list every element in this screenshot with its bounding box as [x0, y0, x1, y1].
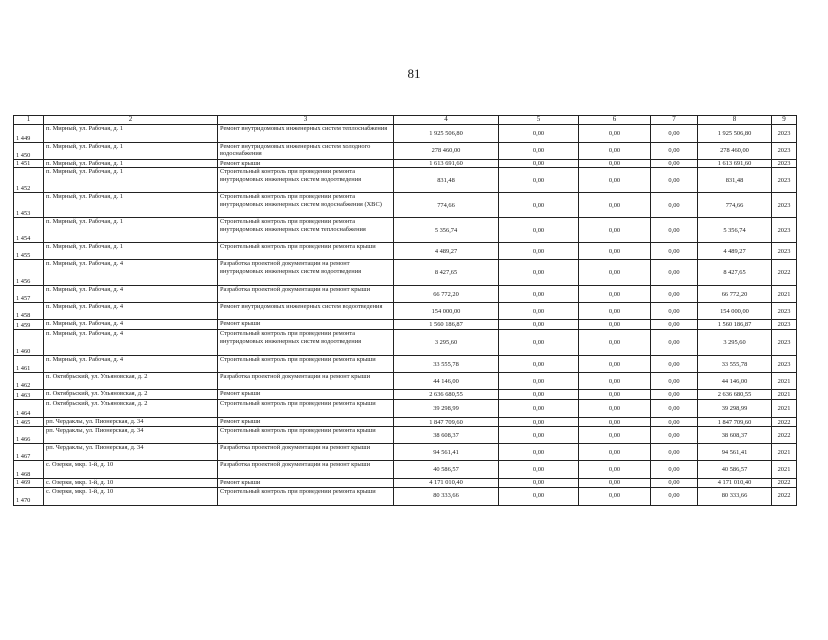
row-number-cell: 1 470 [14, 487, 44, 505]
owners-funds-cell: 33 555,78 [698, 356, 772, 373]
regional-budget-cell: 0,00 [579, 286, 651, 303]
year-cell: 2023 [772, 168, 797, 193]
fund-cell: 0,00 [499, 218, 579, 243]
local-budget-cell: 0,00 [651, 330, 698, 356]
row-number-cell: 1 469 [14, 479, 44, 487]
fund-cell: 0,00 [499, 168, 579, 193]
table-row [14, 303, 797, 320]
regional-budget-cell: 0,00 [579, 193, 651, 218]
table-row [14, 373, 797, 390]
regional-budget-cell: 0,00 [579, 479, 651, 487]
address-cell: п. Мирный, ул. Рабочая, д. 4 [44, 260, 218, 286]
owners-funds-cell: 39 298,99 [698, 400, 772, 418]
regional-budget-cell: 0,00 [579, 143, 651, 160]
table-row [14, 418, 797, 427]
address-cell: с. Озерки, мкр. 1-й, д. 10 [44, 487, 218, 505]
row-number-cell: 1 464 [14, 400, 44, 418]
address-cell: п. Мирный, ул. Рабочая, д. 4 [44, 286, 218, 303]
address-cell: рп. Чердаклы, ул. Пионерская, д. 34 [44, 427, 218, 444]
total-cost-cell: 39 298,99 [394, 400, 499, 418]
regional-budget-cell: 0,00 [579, 427, 651, 444]
address-cell: с. Озерки, мкр. 1-й, д. 10 [44, 479, 218, 487]
owners-funds-cell: 278 460,00 [698, 143, 772, 160]
work-type-cell: Ремонт внутридомовых инженерных систем теплоснабжения [218, 125, 394, 143]
regional-budget-cell: 0,00 [579, 330, 651, 356]
work-type-cell: Строительный контроль при проведении ремонта крыши [218, 400, 394, 418]
work-type-cell: Разработка проектной документации на ремонт крыши [218, 461, 394, 479]
local-budget-cell: 0,00 [651, 487, 698, 505]
regional-budget-cell: 0,00 [579, 168, 651, 193]
total-cost-cell: 1 847 709,60 [394, 418, 499, 427]
regional-budget-cell: 0,00 [579, 461, 651, 479]
table-row [14, 487, 797, 505]
work-type-cell: Строительный контроль при проведении ремонта крыши [218, 487, 394, 505]
local-budget-cell: 0,00 [651, 303, 698, 320]
table-row [14, 160, 797, 168]
row-number-cell: 1 453 [14, 193, 44, 218]
table-row [14, 444, 797, 461]
year-cell: 2023 [772, 218, 797, 243]
row-number-cell: 1 467 [14, 444, 44, 461]
column-number-header: 7 [651, 116, 698, 125]
year-cell: 2022 [772, 479, 797, 487]
total-cost-cell: 1 925 506,80 [394, 125, 499, 143]
year-cell: 2022 [772, 260, 797, 286]
local-budget-cell: 0,00 [651, 418, 698, 427]
owners-funds-cell: 1 925 506,80 [698, 125, 772, 143]
regional-budget-cell: 0,00 [579, 260, 651, 286]
total-cost-cell: 831,48 [394, 168, 499, 193]
row-number-cell: 1 457 [14, 286, 44, 303]
column-number-header: 8 [698, 116, 772, 125]
local-budget-cell: 0,00 [651, 427, 698, 444]
work-type-cell: Ремонт крыши [218, 390, 394, 400]
row-number-cell: 1 454 [14, 218, 44, 243]
table-body [14, 116, 797, 506]
fund-cell: 0,00 [499, 320, 579, 330]
column-number-header: 6 [579, 116, 651, 125]
address-cell: п. Октябрьский, ул. Ульяновская, д. 2 [44, 373, 218, 390]
total-cost-cell: 33 555,78 [394, 356, 499, 373]
local-budget-cell: 0,00 [651, 373, 698, 390]
work-type-cell: Строительный контроль при проведении ремонта внутридомовых инженерных систем водоотведения [218, 168, 394, 193]
total-cost-cell: 4 171 010,40 [394, 479, 499, 487]
local-budget-cell: 0,00 [651, 168, 698, 193]
fund-cell: 0,00 [499, 373, 579, 390]
column-number-header: 9 [772, 116, 797, 125]
row-number-cell: 1 468 [14, 461, 44, 479]
address-cell: п. Мирный, ул. Рабочая, д. 1 [44, 143, 218, 160]
column-number-header: 4 [394, 116, 499, 125]
row-number-cell: 1 459 [14, 320, 44, 330]
regional-budget-cell: 0,00 [579, 390, 651, 400]
work-type-cell: Ремонт крыши [218, 418, 394, 427]
owners-funds-cell: 4 171 010,40 [698, 479, 772, 487]
regional-budget-cell: 0,00 [579, 218, 651, 243]
table-row [14, 461, 797, 479]
address-cell: п. Мирный, ул. Рабочая, д. 4 [44, 330, 218, 356]
row-number-cell: 1 451 [14, 160, 44, 168]
address-cell: п. Мирный, ул. Рабочая, д. 1 [44, 168, 218, 193]
year-cell: 2021 [772, 390, 797, 400]
year-cell: 2023 [772, 193, 797, 218]
local-budget-cell: 0,00 [651, 260, 698, 286]
owners-funds-cell: 94 561,41 [698, 444, 772, 461]
work-type-cell: Ремонт внутридомовых инженерных систем водоотведения [218, 303, 394, 320]
total-cost-cell: 4 489,27 [394, 243, 499, 260]
address-cell: п. Мирный, ул. Рабочая, д. 1 [44, 125, 218, 143]
regional-budget-cell: 0,00 [579, 487, 651, 505]
fund-cell: 0,00 [499, 143, 579, 160]
column-number-header: 3 [218, 116, 394, 125]
fund-cell: 0,00 [499, 461, 579, 479]
table-row [14, 143, 797, 160]
column-number-header: 2 [44, 116, 218, 125]
row-number-cell: 1 452 [14, 168, 44, 193]
address-cell: п. Мирный, ул. Рабочая, д. 4 [44, 303, 218, 320]
table-row [14, 479, 797, 487]
work-type-cell: Строительный контроль при проведении ремонта внутридомовых инженерных систем водоотведения [218, 330, 394, 356]
local-budget-cell: 0,00 [651, 243, 698, 260]
fund-cell: 0,00 [499, 243, 579, 260]
row-number-cell: 1 465 [14, 418, 44, 427]
local-budget-cell: 0,00 [651, 479, 698, 487]
year-cell: 2023 [772, 330, 797, 356]
table-row [14, 193, 797, 218]
local-budget-cell: 0,00 [651, 160, 698, 168]
address-cell: п. Мирный, ул. Рабочая, д. 4 [44, 356, 218, 373]
local-budget-cell: 0,00 [651, 286, 698, 303]
total-cost-cell: 40 586,57 [394, 461, 499, 479]
address-cell: п. Октябрьский, ул. Ульяновская, д. 2 [44, 400, 218, 418]
work-type-cell: Строительный контроль при проведении ремонта крыши [218, 243, 394, 260]
owners-funds-cell: 40 586,57 [698, 461, 772, 479]
regional-budget-cell: 0,00 [579, 243, 651, 260]
fund-cell: 0,00 [499, 427, 579, 444]
regional-budget-cell: 0,00 [579, 373, 651, 390]
total-cost-cell: 3 295,60 [394, 330, 499, 356]
fund-cell: 0,00 [499, 260, 579, 286]
table-row [14, 168, 797, 193]
year-cell: 2023 [772, 160, 797, 168]
fund-cell: 0,00 [499, 330, 579, 356]
total-cost-cell: 80 333,66 [394, 487, 499, 505]
owners-funds-cell: 1 613 691,60 [698, 160, 772, 168]
table-row [14, 243, 797, 260]
work-type-cell: Строительный контроль при проведении ремонта крыши [218, 427, 394, 444]
fund-cell: 0,00 [499, 479, 579, 487]
owners-funds-cell: 774,66 [698, 193, 772, 218]
total-cost-cell: 774,66 [394, 193, 499, 218]
work-type-cell: Строительный контроль при проведении ремонта внутридомовых инженерных систем теплоснабжения [218, 218, 394, 243]
owners-funds-cell: 4 489,27 [698, 243, 772, 260]
work-type-cell: Строительный контроль при проведении ремонта внутридомовых инженерных систем водоснабжения (ХВС) [218, 193, 394, 218]
work-type-cell: Ремонт крыши [218, 160, 394, 168]
fund-cell: 0,00 [499, 125, 579, 143]
work-type-cell: Ремонт крыши [218, 479, 394, 487]
total-cost-cell: 8 427,65 [394, 260, 499, 286]
address-cell: рп. Чердаклы, ул. Пионерская, д. 34 [44, 418, 218, 427]
fund-cell: 0,00 [499, 356, 579, 373]
address-cell: п. Мирный, ул. Рабочая, д. 4 [44, 320, 218, 330]
year-cell: 2023 [772, 125, 797, 143]
year-cell: 2021 [772, 461, 797, 479]
total-cost-cell: 154 000,00 [394, 303, 499, 320]
total-cost-cell: 278 460,00 [394, 143, 499, 160]
total-cost-cell: 44 146,00 [394, 373, 499, 390]
address-cell: п. Мирный, ул. Рабочая, д. 1 [44, 243, 218, 260]
local-budget-cell: 0,00 [651, 461, 698, 479]
local-budget-cell: 0,00 [651, 444, 698, 461]
row-number-cell: 1 455 [14, 243, 44, 260]
row-number-cell: 1 462 [14, 373, 44, 390]
total-cost-cell: 5 356,74 [394, 218, 499, 243]
row-number-cell: 1 450 [14, 143, 44, 160]
regional-budget-cell: 0,00 [579, 125, 651, 143]
work-type-cell: Ремонт внутридомовых инженерных систем холодного водоснабжения [218, 143, 394, 160]
total-cost-cell: 38 608,37 [394, 427, 499, 444]
local-budget-cell: 0,00 [651, 125, 698, 143]
regional-budget-cell: 0,00 [579, 418, 651, 427]
column-number-header: 1 [14, 116, 44, 125]
work-type-cell: Строительный контроль при проведении ремонта крыши [218, 356, 394, 373]
table-row [14, 330, 797, 356]
row-number-cell: 1 461 [14, 356, 44, 373]
row-number-cell: 1 456 [14, 260, 44, 286]
fund-cell: 0,00 [499, 160, 579, 168]
owners-funds-cell: 1 560 186,87 [698, 320, 772, 330]
owners-funds-cell: 5 356,74 [698, 218, 772, 243]
table-row [14, 125, 797, 143]
local-budget-cell: 0,00 [651, 390, 698, 400]
owners-funds-cell: 2 636 680,55 [698, 390, 772, 400]
table-row [14, 320, 797, 330]
table-row [14, 390, 797, 400]
row-number-cell: 1 466 [14, 427, 44, 444]
owners-funds-cell: 8 427,65 [698, 260, 772, 286]
address-cell: п. Октябрьский, ул. Ульяновская, д. 2 [44, 390, 218, 400]
owners-funds-cell: 38 608,37 [698, 427, 772, 444]
year-cell: 2023 [772, 243, 797, 260]
regional-budget-cell: 0,00 [579, 160, 651, 168]
year-cell: 2022 [772, 427, 797, 444]
year-cell: 2021 [772, 373, 797, 390]
year-cell: 2023 [772, 356, 797, 373]
total-cost-cell: 66 772,20 [394, 286, 499, 303]
fund-cell: 0,00 [499, 303, 579, 320]
local-budget-cell: 0,00 [651, 400, 698, 418]
column-number-row [14, 116, 797, 125]
address-cell: п. Мирный, ул. Рабочая, д. 1 [44, 160, 218, 168]
total-cost-cell: 1 560 186,87 [394, 320, 499, 330]
capital-repair-table [13, 115, 797, 506]
work-type-cell: Ремонт крыши [218, 320, 394, 330]
work-type-cell: Разработка проектной документации на ремонт крыши [218, 286, 394, 303]
owners-funds-cell: 3 295,60 [698, 330, 772, 356]
year-cell: 2023 [772, 320, 797, 330]
owners-funds-cell: 66 772,20 [698, 286, 772, 303]
owners-funds-cell: 831,48 [698, 168, 772, 193]
local-budget-cell: 0,00 [651, 356, 698, 373]
regional-budget-cell: 0,00 [579, 320, 651, 330]
address-cell: п. Мирный, ул. Рабочая, д. 1 [44, 193, 218, 218]
work-type-cell: Разработка проектной документации на ремонт внутридомовых инженерных систем водоотведения [218, 260, 394, 286]
page-number: 81 [407, 66, 421, 81]
fund-cell: 0,00 [499, 487, 579, 505]
local-budget-cell: 0,00 [651, 193, 698, 218]
fund-cell: 0,00 [499, 390, 579, 400]
owners-funds-cell: 154 000,00 [698, 303, 772, 320]
year-cell: 2021 [772, 444, 797, 461]
year-cell: 2021 [772, 400, 797, 418]
fund-cell: 0,00 [499, 418, 579, 427]
year-cell: 2023 [772, 143, 797, 160]
row-number-cell: 1 460 [14, 330, 44, 356]
year-cell: 2021 [772, 286, 797, 303]
local-budget-cell: 0,00 [651, 143, 698, 160]
regional-budget-cell: 0,00 [579, 444, 651, 461]
owners-funds-cell: 44 146,00 [698, 373, 772, 390]
total-cost-cell: 1 613 691,60 [394, 160, 499, 168]
table-row [14, 286, 797, 303]
address-cell: с. Озерки, мкр. 1-й, д. 10 [44, 461, 218, 479]
work-type-cell: Разработка проектной документации на ремонт крыши [218, 444, 394, 461]
owners-funds-cell: 1 847 709,60 [698, 418, 772, 427]
table-row [14, 218, 797, 243]
work-type-cell: Разработка проектной документации на ремонт крыши [218, 373, 394, 390]
fund-cell: 0,00 [499, 444, 579, 461]
year-cell: 2022 [772, 418, 797, 427]
total-cost-cell: 2 636 680,55 [394, 390, 499, 400]
address-cell: п. Мирный, ул. Рабочая, д. 1 [44, 218, 218, 243]
owners-funds-cell: 80 333,66 [698, 487, 772, 505]
year-cell: 2023 [772, 303, 797, 320]
total-cost-cell: 94 561,41 [394, 444, 499, 461]
regional-budget-cell: 0,00 [579, 400, 651, 418]
regional-budget-cell: 0,00 [579, 356, 651, 373]
table-row [14, 427, 797, 444]
fund-cell: 0,00 [499, 286, 579, 303]
fund-cell: 0,00 [499, 400, 579, 418]
table-row [14, 400, 797, 418]
year-cell: 2022 [772, 487, 797, 505]
row-number-cell: 1 458 [14, 303, 44, 320]
fund-cell: 0,00 [499, 193, 579, 218]
local-budget-cell: 0,00 [651, 218, 698, 243]
column-number-header: 5 [499, 116, 579, 125]
local-budget-cell: 0,00 [651, 320, 698, 330]
table-row [14, 356, 797, 373]
address-cell: рп. Чердаклы, ул. Пионерская, д. 34 [44, 444, 218, 461]
row-number-cell: 1 449 [14, 125, 44, 143]
row-number-cell: 1 463 [14, 390, 44, 400]
regional-budget-cell: 0,00 [579, 303, 651, 320]
table-row [14, 260, 797, 286]
